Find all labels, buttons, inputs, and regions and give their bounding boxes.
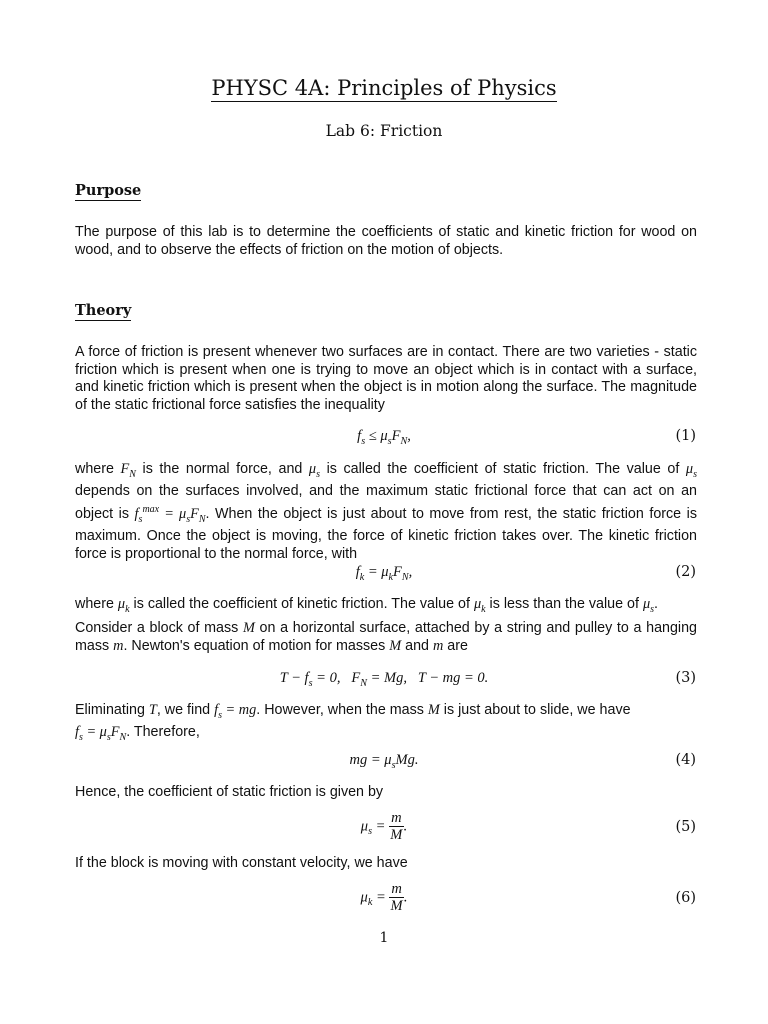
equation-5: $\mu_s$ = $\frac{m}{M}$ . bbox=[360, 810, 408, 843]
equation-number-2: (2) bbox=[675, 564, 696, 580]
purpose-text: The purpose of this lab is to determine the coefficients of static and kinetic friction for wood on wood, and to observe the effects of friction on the motion of objects. bbox=[75, 224, 697, 258]
equation-number-5: (5) bbox=[675, 819, 696, 835]
equation-3: $T - f_s = 0$, $F_N = Mg$, T − mg = 0. bbox=[279, 670, 489, 689]
static-friction-paragraph: where $F_N$ is the normal force, and $\mu_s$ is called the coefficient of static friction. The value of $\mu_s$ depends on the surfaces involved, and the maximum static frictional force that can act on an object is $f_s^{max} = \mu_sF_N$. When the object is just about to move from rest, the static friction force is maximum. Once the object is moving, the force of kinetic friction takes over. The kinetic friction force is proportional to the normal force, with bbox=[75, 461, 697, 562]
equation-number-3: (3) bbox=[675, 670, 696, 686]
lab-subtitle: Lab 6: Friction bbox=[325, 122, 443, 140]
equation-number-6: (6) bbox=[675, 890, 696, 906]
purpose-heading: Purpose bbox=[75, 182, 142, 199]
equation-number-1: (1) bbox=[675, 428, 696, 444]
theory-intro: A force of friction is present whenever two surfaces are in contact. There are two varieties - static friction which is present when one is trying to move an object which is in contact with a surface, and kinetic friction which is present when the object is in motion along the surface. The magnitude of the static frictional force satisfies the inequality bbox=[75, 344, 697, 413]
theory-heading: Theory bbox=[75, 302, 132, 319]
hence-sentence: Hence, the coefficient of static friction is given by bbox=[75, 784, 384, 800]
equation-2: $f_k = \mu_kF_N$, bbox=[355, 564, 413, 583]
equation-4: mg = $\mu_sMg$. bbox=[349, 752, 419, 771]
block-setup-paragraph: Consider a block of mass M on a horizontal surface, attached by a string and pulley to a hanging mass m. Newton's equation of motion for masses M and m are bbox=[75, 620, 697, 654]
constant-velocity-sentence: If the block is moving with constant velocity, we have bbox=[75, 855, 408, 871]
equation-number-4: (4) bbox=[675, 752, 696, 768]
eliminating-paragraph: Eliminating T, we find $f_s$ = mg. However, when the mass M is just about to slide, we have $f_s = \mu_sF_N$. Therefore, bbox=[75, 702, 631, 744]
page-title: PHYSC 4A: Principles of Physics bbox=[211, 76, 557, 100]
equation-1: $f_s \le \mu_sF_N$, bbox=[357, 428, 411, 447]
equation-6: $\mu_k$ = $\frac{m}{M}$ . bbox=[360, 881, 408, 914]
kinetic-friction-sentence: where $\mu_k$ is called the coefficient of kinetic friction. The value of $\mu_k$ is less than the value of $\mu_s$. bbox=[75, 596, 659, 615]
page-number: 1 bbox=[379, 930, 389, 946]
